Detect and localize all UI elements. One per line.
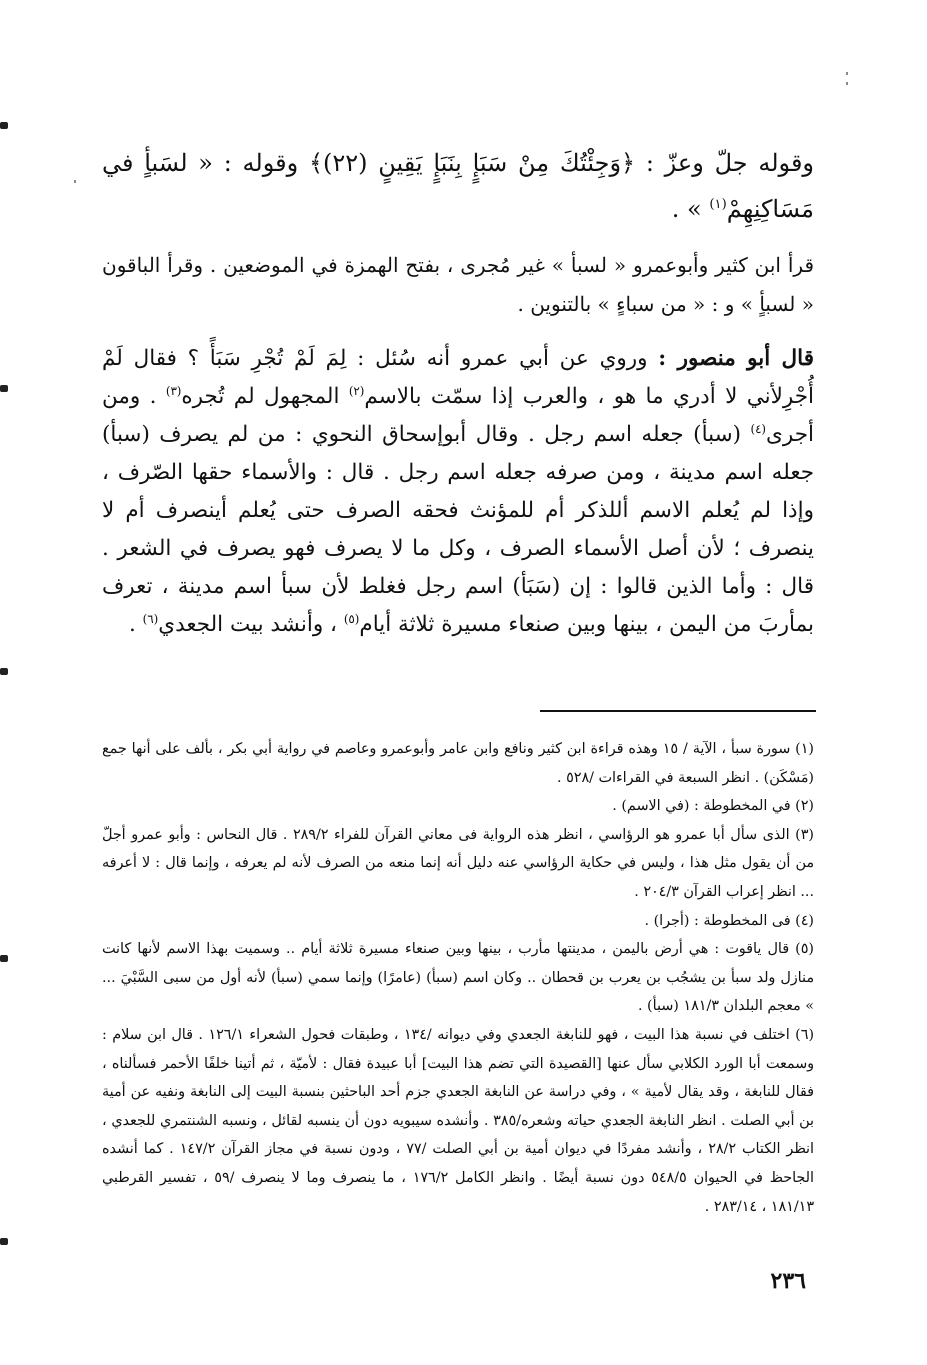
commentary-lead: قال أبو منصور :: [658, 346, 814, 371]
readings-paragraph: قرأ ابن كثير وأبوعمرو « لسبأ » غير مُجرى ، بفتح الهمزة في الموضعين . وقرأ الباقون « لسبأٍ » و : « من سباءٍ » بالتنوين .: [102, 253, 814, 316]
commentary-text-d: (سبأ) جعله اسم رجل . وقال أبوإسحاق النحوي : من لم يصرف (سبأ) جعله اسم مدينة ، ومن صرفه جعله اسم رجل . قال : والأسماء حقها الصّرف ، وإذا لم يُعلم الاسم أللذكر أم للمؤنث فحقه الصرف حتى يُعلم أينصرف أم لا ينصرف ؛ لأن أصل الأسماء الصرف ، وكل ما لا يصرف فهو يصرف في الشعر . قال : وأما الذين قالوا : إن (سَبَأ) اسم رجل فغلط لأن سبأ اسم مدينة ، تعرف بمأربَ من اليمن ، بينها وبين صنعاء مسيرة ثلاثة أيام: [102, 422, 814, 637]
commentary-text-e: ، وأنشد بيت الجعدي: [158, 612, 344, 637]
scan-margin-mark: [0, 668, 8, 675]
footnote-ref-5: (٥): [343, 611, 360, 626]
commentary-text-a: وروي عن أبي عمرو أنه سُئل : لِمَ لَمْ تُجْرِ سَبَأً ؟ فقال لَمْ أُجْرِلأني لا أدري ما هو ، والعرب إذا سمّت بالاسم: [102, 346, 814, 409]
footnote-ref-3: (٣): [165, 383, 182, 398]
commentary-text-f: .: [129, 612, 143, 637]
footnote-ref-4: (٤): [750, 421, 767, 436]
commentary-text-b: المجهول لم تُجره: [181, 384, 349, 409]
verse-text-end: » .: [671, 195, 710, 223]
footnote-4: (٤) فى المخطوطة : (أجرا) .: [644, 912, 814, 929]
footnote-3: (٣) الذى سأل أبا عمرو هو الرؤاسي ، انظر هذه الرواية فى معاني القرآن للفراء ٢٨٩/٢ . قال النحاس : وأبو عمرو أجلّ من أن يقول مثل هذا ، وليس في حكاية الرؤاسي عنه دليل أنه إنما منعه من الصرف لأنه لم يعرفه ، وإنما قال : لا أعرفه ... انظر إعراب القرآن ٢٠٤/٣ .: [102, 826, 814, 900]
footnote-6: (٦) اختلف في نسبة هذا البيت ، فهو للنابغة الجعدي وفي ديوانه /١٣٤ ، وطبقات فحول الشعراء ١٢٦/١ . قال ابن سلام : وسمعت أبا الورد الكلابي سأل عنها [القصيدة التي تضم هذا البيت] أبا عبيدة فقال : لأميّة ، ثم أتينا خلفًا الأحمر فسألناه ، فقال للنابغة ، وقد يقال لأمية » ، وفي دراسة عن النابغة الجعدي جزم أحد الباحثين بنسبة البيت إلى النابغة ونفيه عن أمية بن أبي الصلت . انظر النابغة الجعدي حياته وشعره/٣٨٥ . وأنشده سيبويه دون أن ينسبه لقائل ، ونسبه الشنتمري للجعدي ، انظر الكتاب ٢٨/٢ ، وأنشد مفردًا في ديوان أمية بن أبي الصلت /٧٧ ، ودون نسبة في مجاز القرآن ١٤٧/٢ . كما أنشده الجاحظ في الحيوان ٥٤٨/٥ دون نسبة أيضًا . وانظر الكامل ١٧٦/٢ ، ما ينصرف وما لا ينصرف /٥٩ ، تفسير القرطبي ١٨١/١٣ ، ٢٨٣/١٤ .: [102, 1026, 815, 1215]
footnote-ref-2: (٢): [348, 383, 365, 398]
scan-margin-mark: [0, 385, 8, 392]
scan-margin-mark: [0, 122, 8, 129]
footnote-separator: [540, 710, 816, 712]
footnote-2: (٢) في المخطوطة : (في الاسم) .: [612, 798, 814, 815]
scan-speck: [74, 180, 76, 183]
footnotes: [102, 735, 814, 1221]
commentary-paragraph: [102, 340, 814, 644]
footnote-ref-6: (٦): [142, 611, 159, 626]
main-text: [102, 140, 814, 644]
commentary-text-c: . ومن أجرى: [102, 384, 814, 447]
page-number: ٢٣٦: [770, 1268, 806, 1294]
scan-speck: [846, 72, 848, 75]
scan-margin-mark: [0, 955, 8, 962]
footnote-ref-1: (١): [709, 197, 727, 212]
verse-text: وقوله جلّ وعزّ : ﴿وَجِئْتُكَ مِنْ سَبَإٍ بِنَبَإٍ يَقِينٍ (٢٢)﴾ وقوله : « لسَبأٍ في مَسَاكِنِهِمْ: [102, 149, 815, 223]
footnote-1: (١) سورة سبأ ، الآية / ١٥ وهذه قراءة ابن كثير ونافع وابن عامر وأبوعمرو وعاصم في رواية أبي بكر ، بألف على أنها جمع (مَسْكَن) . انظر السبعة في القراءات /٥٢٨ .: [102, 741, 814, 786]
scan-margin-mark: [0, 1238, 8, 1245]
footnote-5: (٥) قال ياقوت : هي أرض باليمن ، مدينتها مأرب ، بينها وبين صنعاء مسيرة ثلاثة أيام .. وسميت بهذا الاسم لأنها كانت منازل ولد سبأ بن يشجُب بن يعرب بن قحطان .. وكان اسم (سبأ) (عامرًا) وإنما سمي (سبأ) لأنه أول من سبى السَّبْيَ ... » معجم البلدان ١٨١/٣ (سبأ) .: [102, 941, 814, 1015]
scan-speck: [846, 82, 848, 85]
verse-paragraph: [102, 140, 814, 232]
